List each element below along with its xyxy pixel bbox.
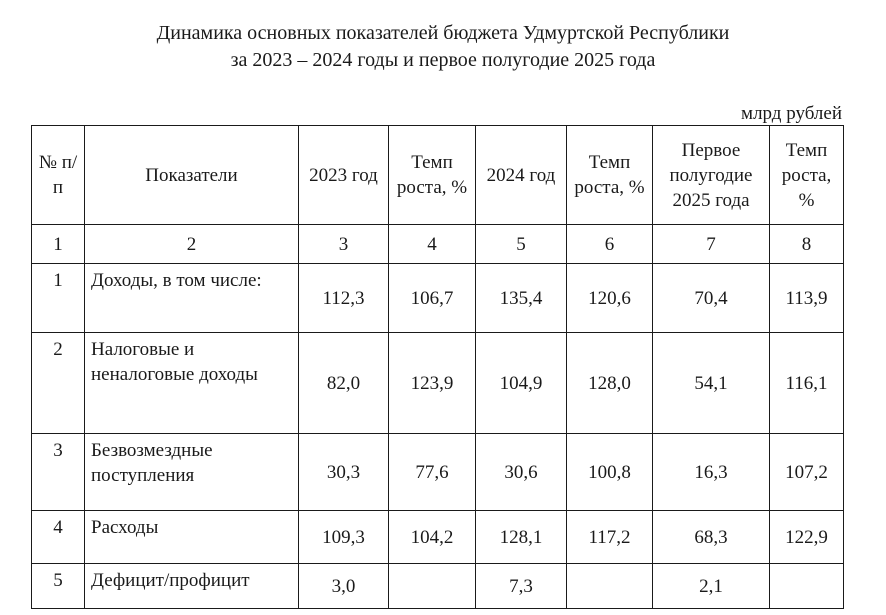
header-cell: Показатели [85,126,299,225]
column-number: 1 [32,225,85,264]
value-cell: 30,6 [476,434,567,511]
row-label: Расходы [85,511,299,564]
table-row [32,564,844,609]
value-cell: 7,3 [476,564,567,609]
header-cell: Темп роста, % [389,126,476,225]
row-number: 4 [32,511,85,564]
value-cell: 2,1 [653,564,770,609]
value-cell: 113,9 [770,264,844,333]
value-cell: 70,4 [653,264,770,333]
header-cell: Темп роста, % [567,126,653,225]
table-row [32,434,844,511]
value-cell: 30,3 [299,434,389,511]
value-cell [770,564,844,609]
header-cell: 2024 год [476,126,567,225]
value-cell: 16,3 [653,434,770,511]
value-cell: 120,6 [567,264,653,333]
header-cell: № п/п [32,126,85,225]
value-cell: 109,3 [299,511,389,564]
unit-label: млрд рублей [741,103,842,124]
header-cell: 2023 год [299,126,389,225]
header-cell: Первое полугодие 2025 года [653,126,770,225]
value-cell: 104,2 [389,511,476,564]
value-cell: 116,1 [770,333,844,434]
table-row [32,333,844,434]
column-number: 7 [653,225,770,264]
row-number: 1 [32,264,85,333]
value-cell [389,564,476,609]
table-row [32,264,844,333]
value-cell: 82,0 [299,333,389,434]
value-cell: 107,2 [770,434,844,511]
column-number: 4 [389,225,476,264]
value-cell: 54,1 [653,333,770,434]
value-cell: 112,3 [299,264,389,333]
value-cell: 3,0 [299,564,389,609]
value-cell: 77,6 [389,434,476,511]
row-label: Налоговые и неналоговые доходы [85,333,299,434]
value-cell: 104,9 [476,333,567,434]
document-title [0,20,886,74]
value-cell: 128,0 [567,333,653,434]
row-label: Доходы, в том числе: [85,264,299,333]
value-cell: 135,4 [476,264,567,333]
value-cell: 100,8 [567,434,653,511]
column-number: 5 [476,225,567,264]
value-cell: 122,9 [770,511,844,564]
row-label: Дефицит/профицит [85,564,299,609]
row-number: 3 [32,434,85,511]
table-row [32,511,844,564]
header-row [32,126,844,225]
title-line-2: за 2023 – 2024 годы и первое полугодие 2025 года [230,49,656,71]
value-cell: 128,1 [476,511,567,564]
value-cell: 123,9 [389,333,476,434]
value-cell: 106,7 [389,264,476,333]
value-cell: 68,3 [653,511,770,564]
header-cell: Темп роста, % [770,126,844,225]
column-number-row [32,225,844,264]
budget-table [31,125,844,609]
column-number: 3 [299,225,389,264]
row-number: 5 [32,564,85,609]
column-number: 8 [770,225,844,264]
value-cell: 117,2 [567,511,653,564]
title-line-1: Динамика основных показателей бюджета Удмуртской Республики [156,22,730,44]
row-number: 2 [32,333,85,434]
value-cell [567,564,653,609]
column-number: 6 [567,225,653,264]
column-number: 2 [85,225,299,264]
row-label: Безвозмездные поступления [85,434,299,511]
